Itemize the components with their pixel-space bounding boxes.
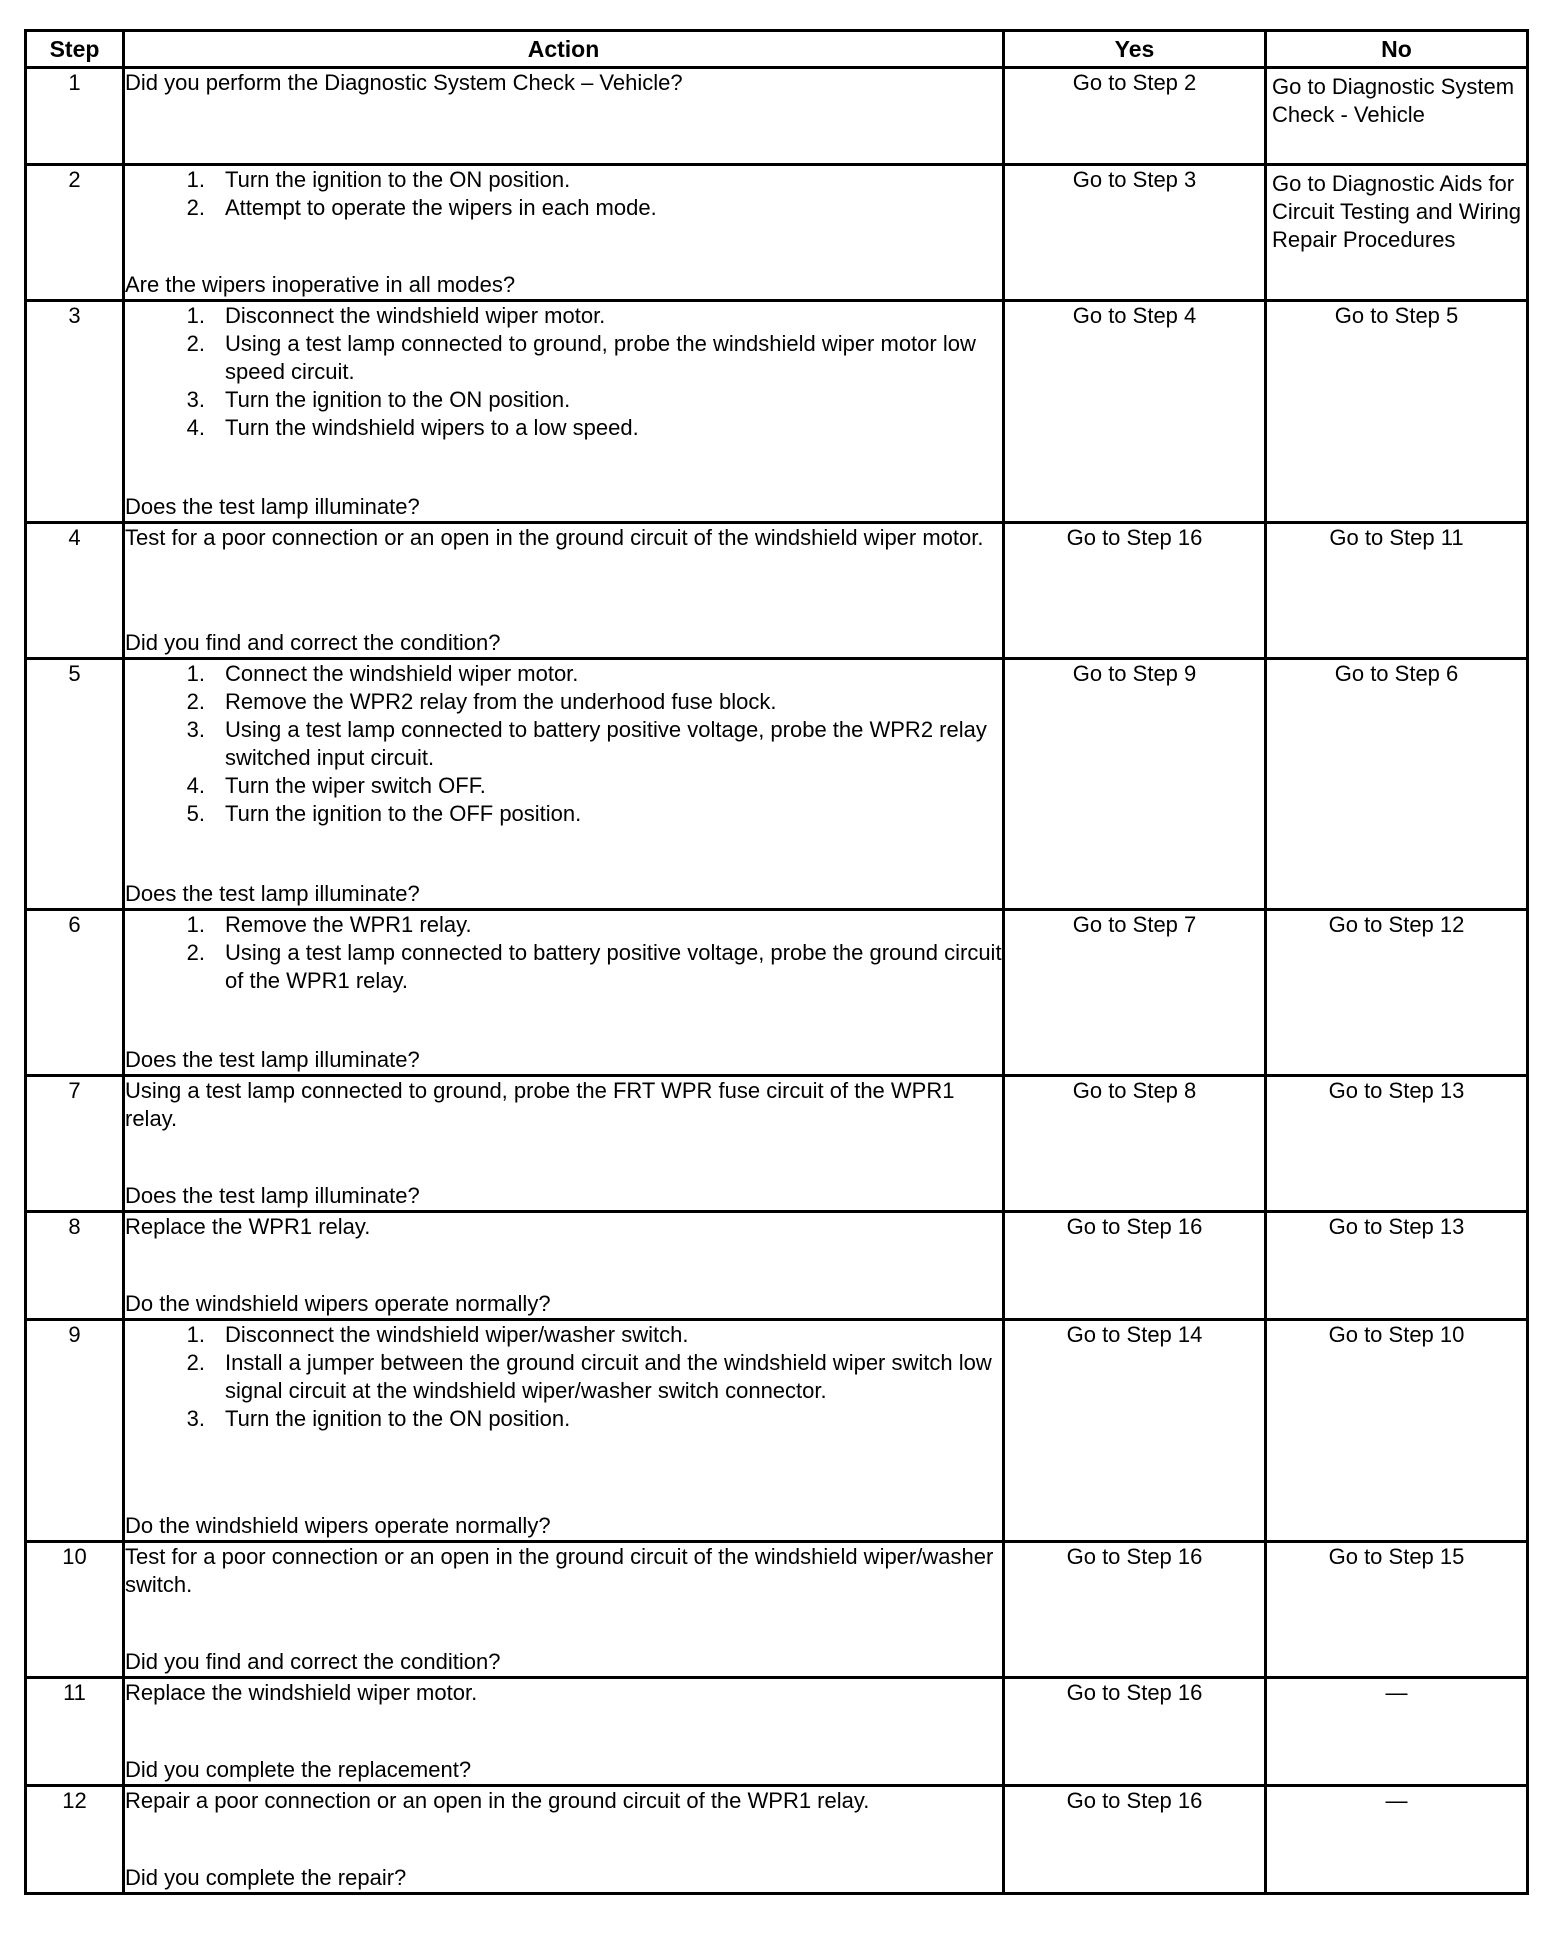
action-cell <box>124 1320 1004 1542</box>
numbered-list <box>125 1321 1002 1433</box>
action-content <box>125 1213 1002 1318</box>
list-item <box>125 1405 1002 1433</box>
list-item <box>125 772 1002 800</box>
list-item <box>125 1349 1002 1405</box>
list-item-number: 1. <box>186 912 205 937</box>
no-result: Go to Step 12 <box>1266 910 1528 1076</box>
action-instructions <box>125 1213 1002 1241</box>
no-result: Go to Diagnostic Aids for Circuit Testing and Wiring Repair Procedures <box>1266 165 1528 301</box>
step-number: 2 <box>26 165 124 301</box>
yes-result: Go to Step 3 <box>1004 165 1266 301</box>
action-instructions <box>125 660 1002 828</box>
action-cell <box>124 1076 1004 1212</box>
list-item-text: Turn the windshield wipers to a low speed. <box>225 415 639 440</box>
list-item-number: 5. <box>186 801 205 826</box>
step-number: 9 <box>26 1320 124 1542</box>
table-row <box>26 910 1528 1076</box>
list-item-text: Turn the ignition to the OFF position. <box>225 801 582 826</box>
action-instructions <box>125 1679 1002 1707</box>
action-question: Does the test lamp illuminate? <box>125 1183 420 1208</box>
action-content <box>125 911 1002 1074</box>
list-item-number: 2. <box>186 689 205 714</box>
list-item <box>125 688 1002 716</box>
action-question: Did you find and correct the condition? <box>125 1649 501 1674</box>
action-content <box>125 69 1002 163</box>
header-yes: Yes <box>1004 31 1266 68</box>
list-item-number: 4. <box>186 773 205 798</box>
list-item <box>125 302 1002 330</box>
list-item <box>125 800 1002 828</box>
action-instructions <box>125 1787 1002 1815</box>
action-cell <box>124 1212 1004 1320</box>
yes-result: Go to Step 7 <box>1004 910 1266 1076</box>
list-item-text: Disconnect the windshield wiper/washer switch. <box>225 1322 689 1347</box>
step-number: 10 <box>26 1542 124 1678</box>
action-cell <box>124 910 1004 1076</box>
table-row <box>26 68 1528 165</box>
list-item-text: Turn the ignition to the ON position. <box>225 167 571 192</box>
list-item-number: 1. <box>186 1322 205 1347</box>
list-item <box>125 386 1002 414</box>
list-item-number: 2. <box>186 940 205 965</box>
list-item-text: Connect the windshield wiper motor. <box>225 661 579 686</box>
list-item-number: 3. <box>186 717 205 742</box>
list-item-text: Using a test lamp connected to battery positive voltage, probe the WPR2 relay switched input circuit. <box>225 717 987 770</box>
yes-result: Go to Step 16 <box>1004 523 1266 659</box>
action-question: Do the windshield wipers operate normally? <box>125 1291 551 1316</box>
numbered-list <box>125 660 1002 828</box>
list-item-text: Turn the ignition to the ON position. <box>225 387 571 412</box>
action-instructions <box>125 302 1002 442</box>
list-item-text: Remove the WPR2 relay from the underhood fuse block. <box>225 689 777 714</box>
no-result: Go to Diagnostic System Check - Vehicle <box>1266 68 1528 165</box>
no-result: Go to Step 13 <box>1266 1076 1528 1212</box>
no-result: Go to Step 6 <box>1266 659 1528 910</box>
action-cell <box>124 659 1004 910</box>
yes-result: Go to Step 16 <box>1004 1678 1266 1786</box>
table-row <box>26 659 1528 910</box>
no-result: Go to Step 5 <box>1266 301 1528 523</box>
step-number: 1 <box>26 68 124 165</box>
action-question: Do the windshield wipers operate normally? <box>125 1513 551 1538</box>
action-instructions <box>125 1321 1002 1433</box>
yes-result: Go to Step 2 <box>1004 68 1266 165</box>
list-item <box>125 1321 1002 1349</box>
list-item-text: Using a test lamp connected to battery positive voltage, probe the ground circuit of the WPR1 relay. <box>225 940 1002 993</box>
yes-result: Go to Step 4 <box>1004 301 1266 523</box>
step-number: 12 <box>26 1786 124 1894</box>
action-content <box>125 660 1002 908</box>
table-row <box>26 1678 1528 1786</box>
action-text: Did you perform the Diagnostic System Check – Vehicle? <box>125 70 683 95</box>
table-row <box>26 1542 1528 1678</box>
list-item <box>125 330 1002 386</box>
action-question: Does the test lamp illuminate? <box>125 494 420 519</box>
action-text: Replace the WPR1 relay. <box>125 1214 371 1239</box>
action-text: Using a test lamp connected to ground, probe the FRT WPR fuse circuit of the WPR1 relay. <box>125 1078 955 1131</box>
list-item <box>125 194 1002 222</box>
step-number: 5 <box>26 659 124 910</box>
yes-result: Go to Step 14 <box>1004 1320 1266 1542</box>
list-item-number: 1. <box>186 303 205 328</box>
action-cell <box>124 301 1004 523</box>
numbered-list <box>125 302 1002 442</box>
yes-result: Go to Step 9 <box>1004 659 1266 910</box>
no-result: Go to Step 15 <box>1266 1542 1528 1678</box>
yes-result: Go to Step 16 <box>1004 1212 1266 1320</box>
list-item-number: 2. <box>186 1350 205 1375</box>
list-item-text: Turn the ignition to the ON position. <box>225 1406 571 1431</box>
table-body <box>26 68 1528 1894</box>
list-item-text: Remove the WPR1 relay. <box>225 912 472 937</box>
action-question: Did you complete the repair? <box>125 1865 407 1890</box>
action-question: Did you complete the replacement? <box>125 1757 472 1782</box>
action-instructions <box>125 524 1002 552</box>
no-result: Go to Step 13 <box>1266 1212 1528 1320</box>
table-row <box>26 165 1528 301</box>
no-result: — <box>1266 1678 1528 1786</box>
list-item-text: Disconnect the windshield wiper motor. <box>225 303 606 328</box>
action-cell <box>124 1678 1004 1786</box>
action-cell <box>124 165 1004 301</box>
list-item-text: Using a test lamp connected to ground, probe the windshield wiper motor low speed circuit. <box>225 331 976 384</box>
step-number: 4 <box>26 523 124 659</box>
action-content <box>125 1321 1002 1540</box>
action-question: Does the test lamp illuminate? <box>125 881 420 906</box>
action-text: Replace the windshield wiper motor. <box>125 1680 478 1705</box>
action-content <box>125 1787 1002 1892</box>
action-content <box>125 1679 1002 1784</box>
header-action: Action <box>124 31 1004 68</box>
table-row <box>26 523 1528 659</box>
list-item <box>125 414 1002 442</box>
action-text: Test for a poor connection or an open in the ground circuit of the windshield wiper motor. <box>125 525 984 550</box>
action-text: Repair a poor connection or an open in the ground circuit of the WPR1 relay. <box>125 1788 870 1813</box>
action-content <box>125 302 1002 521</box>
step-number: 11 <box>26 1678 124 1786</box>
header-step: Step <box>26 31 124 68</box>
numbered-list <box>125 166 1002 222</box>
list-item-number: 3. <box>186 387 205 412</box>
no-result: Go to Step 10 <box>1266 1320 1528 1542</box>
action-content <box>125 524 1002 657</box>
step-number: 7 <box>26 1076 124 1212</box>
action-cell <box>124 1786 1004 1894</box>
list-item-number: 2. <box>186 331 205 356</box>
list-item-text: Install a jumper between the ground circuit and the windshield wiper switch low signal circuit at the windshield wiper/washer switch connector. <box>225 1350 992 1403</box>
step-number: 3 <box>26 301 124 523</box>
table-row <box>26 1076 1528 1212</box>
no-result: Go to Step 11 <box>1266 523 1528 659</box>
list-item-number: 1. <box>186 167 205 192</box>
action-question: Does the test lamp illuminate? <box>125 1047 420 1072</box>
action-content <box>125 166 1002 299</box>
action-question: Did you find and correct the condition? <box>125 630 501 655</box>
table-row <box>26 1320 1528 1542</box>
yes-result: Go to Step 8 <box>1004 1076 1266 1212</box>
action-cell <box>124 523 1004 659</box>
list-item <box>125 939 1002 995</box>
action-instructions <box>125 69 1002 97</box>
diagnostic-table <box>24 29 1529 1895</box>
action-instructions <box>125 1543 1002 1599</box>
action-content <box>125 1077 1002 1210</box>
action-content <box>125 1543 1002 1676</box>
action-instructions <box>125 166 1002 222</box>
table-row <box>26 1212 1528 1320</box>
action-instructions <box>125 1077 1002 1133</box>
list-item-text: Turn the wiper switch OFF. <box>225 773 486 798</box>
action-instructions <box>125 911 1002 995</box>
yes-result: Go to Step 16 <box>1004 1542 1266 1678</box>
no-result: — <box>1266 1786 1528 1894</box>
numbered-list <box>125 911 1002 995</box>
action-text: Test for a poor connection or an open in the ground circuit of the windshield wiper/washer switch. <box>125 1544 994 1597</box>
table-row <box>26 301 1528 523</box>
list-item <box>125 660 1002 688</box>
list-item-number: 2. <box>186 195 205 220</box>
header-no: No <box>1266 31 1528 68</box>
list-item-text: Attempt to operate the wipers in each mode. <box>225 195 657 220</box>
list-item-number: 1. <box>186 661 205 686</box>
step-number: 8 <box>26 1212 124 1320</box>
action-question: Are the wipers inoperative in all modes? <box>125 272 516 297</box>
list-item-number: 4. <box>186 415 205 440</box>
step-number: 6 <box>26 910 124 1076</box>
header-row <box>26 31 1528 68</box>
list-item <box>125 166 1002 194</box>
action-cell <box>124 68 1004 165</box>
list-item <box>125 911 1002 939</box>
list-item-number: 3. <box>186 1406 205 1431</box>
table-row <box>26 1786 1528 1894</box>
yes-result: Go to Step 16 <box>1004 1786 1266 1894</box>
action-cell <box>124 1542 1004 1678</box>
list-item <box>125 716 1002 772</box>
